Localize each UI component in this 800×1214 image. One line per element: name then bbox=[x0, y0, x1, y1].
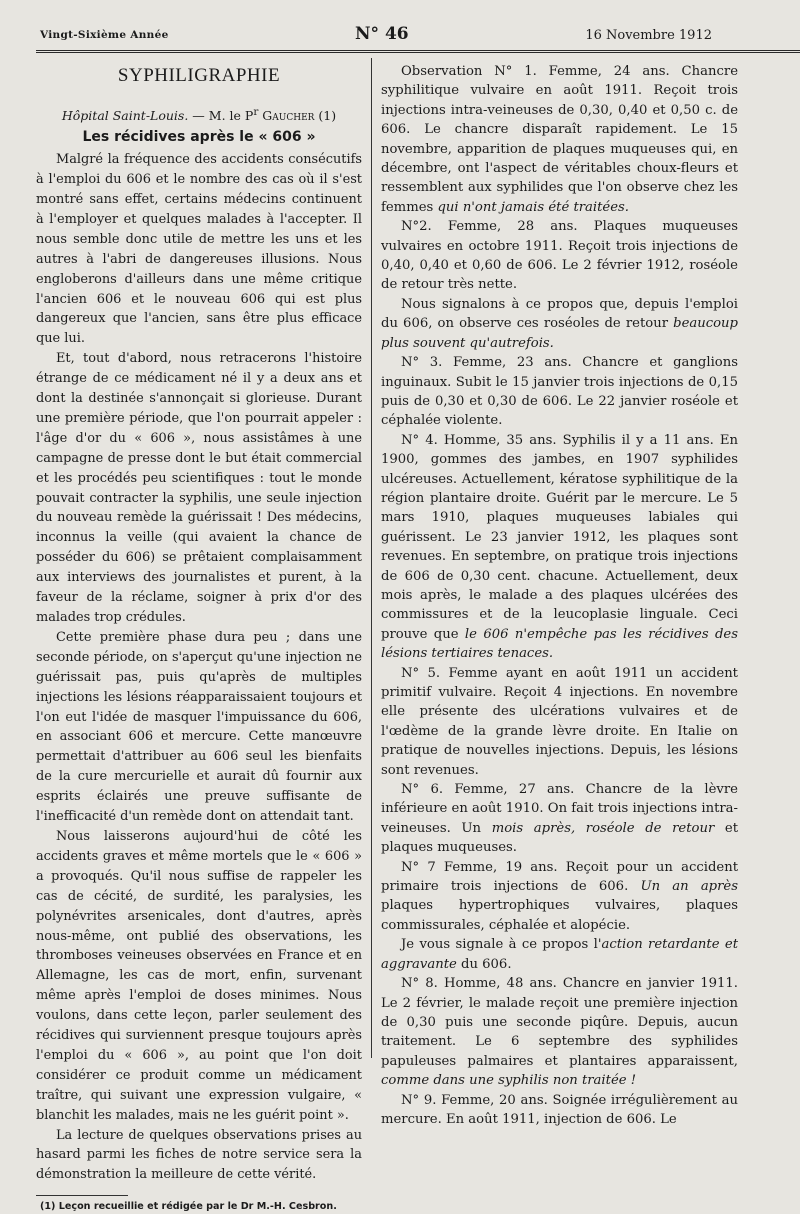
header-rule bbox=[36, 50, 800, 55]
observation-paragraph: Observation N° 1. Femme, 24 ans. Chancre syphilitique vulvaire en août 1911. Reçoit trois injections intra-veineuses de 0,30, 0,40 et 0,50 c. de 606. Le chancre disparaît rapidement. Le 15 novembre, apparition de plaques muqueuses qui, en décembre, ont l'aspect de véritables choux-fleurs et ressemblent aux syphilides que l'on observe chez les femmes qui n'ont jamais été traitées. bbox=[381, 64, 738, 215]
header-date: 16 Novembre 1912 bbox=[585, 28, 712, 43]
left-paragraph: Malgré la fréquence des accidents consécutifs à l'emploi du 606 et le nombre des cas où il s'est montré sans effet, certains médecins continuent à l'employer et quelques malades à l'accepter. Il nous semble donc utile de mettre les uns et les autres à l'abri de dangereuses illusions. Nous engloberons d'ailleurs dans une même critique l'ancien 606 et le nouveau 606 qui est plus dangereux que l'ancien, sans être plus efficace que lui. bbox=[36, 152, 362, 347]
observation-paragraph: Nous signalons à ce propos que, depuis l'emploi du 606, on observe ces roséoles de retour beaucoup plus souvent qu'autrefois. bbox=[381, 296, 738, 351]
observation-paragraph: N° 6. Femme, 27 ans. Chancre de la lèvre inférieure en août 1910. On fait trois injections intra-veineuses. Un mois après, roséole de retour et plaques muqueuses. bbox=[381, 782, 738, 856]
right-column bbox=[381, 62, 738, 1129]
left-paragraph: Cette première phase dura peu ; dans une seconde période, on s'aperçut qu'une injection ne guérissait pas, puis qu'après de multiples injections les lésions réapparaissaient toujours et l'on eut l'idée de masquer l'impuissance du 606, en associant 606 et mercure. Cette manœuvre permettait d'attribuer au 606 seul les bienfaits de la cure mercurielle et aurait dû fournir aux esprits éclairés une preuve suffisante de l'inefficacité d'un remède dont on attendait tant. bbox=[36, 629, 362, 825]
article-subhead: Les récidives après le « 606 » bbox=[82, 129, 316, 146]
page-header bbox=[40, 24, 712, 48]
observation-paragraph: N° 8. Homme, 48 ans. Chancre en janvier 1911. Le 2 février, le malade reçoit une première injection de 0,30 puis une seconde piqûre. Depuis, aucun traitement. Le 6 septembre des syphilides papuleuses palmaires et plantaires apparaissent, comme dans une syphilis non traitée ! bbox=[381, 976, 738, 1089]
byline-note: (1) bbox=[314, 108, 337, 124]
observation-paragraph: Je vous signale à ce propos l'action retardante et aggravante du 606. bbox=[381, 937, 738, 972]
left-paragraph: La lecture de quelques observations prises au hasard parmi les fiches de notre service sera la démonstration la meilleure de cette vérité. bbox=[36, 1127, 362, 1183]
footnote: (1) Leçon recueillie et rédigée par le Dr M.-H. Cesbron. bbox=[40, 1201, 337, 1213]
footnote-rule bbox=[36, 1195, 128, 1196]
byline-place: Hôpital Saint-Louis. bbox=[61, 108, 189, 124]
left-paragraph: Nous laisserons aujourd'hui de côté les accidents graves et même mortels que le « 606 » a provoqués. Qu'il nous suffise de rappeler les cas de cécité, de surdité, les paralysies, les polynévrites arsenicales, dont d'autres, après nous-même, ont publié des observations, les thromboses veineuses observées en France et en Allemagne, les cas de mort, enfin, survenant même après l'emploi de doses minimes. Nous voulons, dans cette leçon, parler seulement des récidives qui surviennent presque toujours après l'emploi du « 606 », au point que l'on doit considérer ce produit comme un médicament traître, qui suivant une expression vulgaire, « blanchit les malades, mais ne les guérit point ». bbox=[36, 828, 362, 1123]
observation-paragraph: N°2. Femme, 28 ans. Plaques muqueuses vulvaires en octobre 1911. Reçoit trois injections de 0,40, 0,40 et 0,60 de 606. Le 2 février 1912, roséole de retour très nette. bbox=[381, 219, 738, 293]
header-year: Vingt-Sixième Année bbox=[40, 29, 169, 41]
section-title: SYPHILIGRAPHIE bbox=[117, 65, 281, 86]
header-issue-number: N° 46 bbox=[355, 24, 409, 44]
byline-sep: — M. le P bbox=[188, 108, 254, 124]
observation-paragraph: N° 5. Femme ayant en août 1911 un accident primitif vulvaire. Reçoit 4 injections. En novembre elle présente des ulcérations vulvaires et de l'œdème de la grande lèvre droite. En Italie on pratique de nouvelles injections. Depuis, les lésions sont revenues. bbox=[381, 665, 738, 778]
column-divider bbox=[371, 58, 372, 1058]
byline-author: Gaucher bbox=[258, 108, 315, 124]
left-paragraph: Et, tout d'abord, nous retracerons l'histoire étrange de ce médicament né il y a deux ans et dont la destinée s'annonçait si glorieuse. Durant une première période, que l'on pourrait appeler : l'âge d'or du « 606 », nous assistâmes à une campagne de presse dont le but était commercial et les procédés peu scientifiques : tout le monde pouvait contracter la syphilis, une seule injection du nouveau remède la guérissait ! Des médecins, inconnus la veille (qui avaient la chance de posséder du 606) se prêtaient complaisamment aux interviews des journalistes et purent, à la faveur de la réclame, soigner à prix d'or des malades trop crédules. bbox=[36, 351, 362, 625]
observation-paragraph: N° 3. Femme, 23 ans. Chancre et ganglions inguinaux. Subit le 15 janvier trois injections de 0,15 puis de 0,30 et 0,30 de 606. Le 22 janvier roséole et céphalée violente. bbox=[381, 355, 738, 429]
observation-paragraph: N° 7 Femme, 19 ans. Reçoit pour un accident primaire trois injections de 606. Un an après plaques hypertrophiques vulvaires, plaques commissurales, céphalée et alopécie. bbox=[381, 859, 738, 933]
observation-paragraph: N° 4. Homme, 35 ans. Syphilis il y a 11 ans. En 1900, gommes des jambes, en 1907 syphilides ulcéreuses. Actuellement, kératose syphilitique de la région plantaire droite. Guérit par le mercure. Le 5 mars 1910, plaques muqueuses labiales qui guérissent. Le 23 janvier 1912, les plaques sont revenues. En septembre, on pratique trois injections de 606 de 0,30 cent. chacune. Actuellement, deux mois après, le malade a des plaques ulcérées des commissures et de la leucoplasie linguale. Ceci prouve que le 606 n'empêche pas les récidives des lésions tertiaires tenaces. bbox=[381, 432, 738, 662]
byline bbox=[36, 102, 362, 126]
left-column bbox=[36, 62, 362, 1214]
observation-paragraph: N° 9. Femme, 20 ans. Soignée irrégulièrement au mercure. En août 1911, injection de 606. Le bbox=[381, 1092, 738, 1127]
byline-sup: r bbox=[253, 106, 259, 118]
